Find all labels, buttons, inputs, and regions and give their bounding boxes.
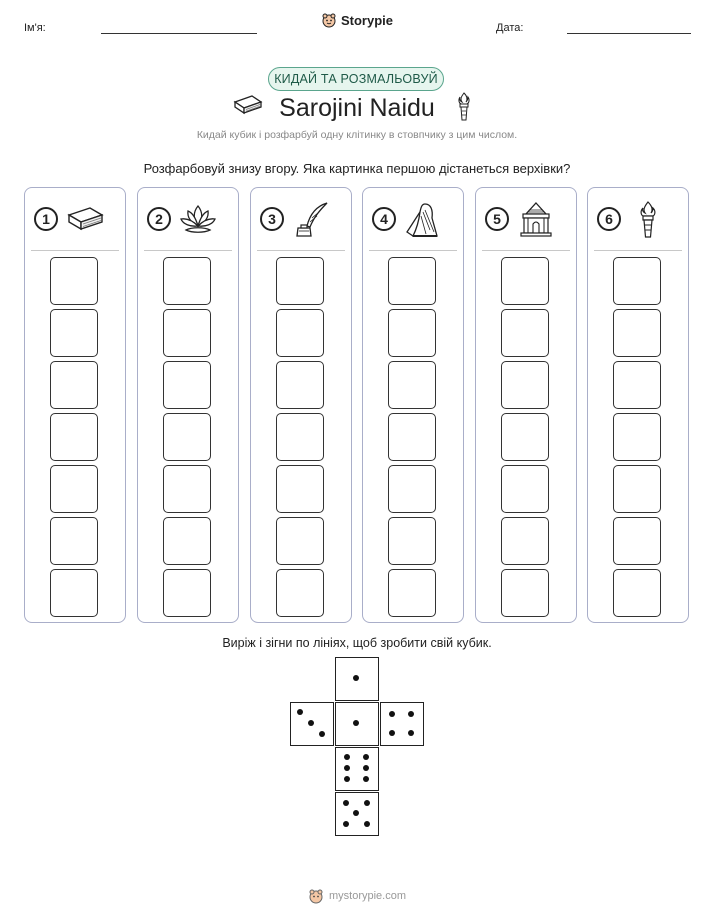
pip	[363, 776, 369, 782]
column-4	[362, 187, 464, 623]
pip	[408, 730, 414, 736]
storypie-mascot-icon	[308, 888, 324, 904]
pip	[364, 800, 370, 806]
column-6	[587, 187, 689, 623]
color-cell[interactable]	[613, 413, 661, 461]
cut-instruction: Виріж і зігни по лініях, щоб зробити свій кубик.	[222, 636, 492, 650]
color-cell[interactable]	[50, 517, 98, 565]
column-header	[138, 188, 238, 250]
color-cell[interactable]	[50, 413, 98, 461]
color-cell[interactable]	[276, 309, 324, 357]
color-cell[interactable]	[388, 413, 436, 461]
column-header	[363, 188, 463, 250]
color-cell[interactable]	[388, 309, 436, 357]
die-face-6	[335, 747, 379, 791]
pip	[343, 821, 349, 827]
color-cell[interactable]	[276, 517, 324, 565]
color-cell[interactable]	[163, 465, 211, 513]
column-number: 1	[34, 207, 58, 231]
column-number: 2	[147, 207, 171, 231]
color-cell[interactable]	[163, 361, 211, 409]
temple-icon	[516, 200, 556, 240]
activity-badge: КИДАЙ ТА РОЗМАЛЬОВУЙ	[268, 67, 444, 91]
quill-inkwell-icon	[291, 200, 331, 240]
column-number: 3	[260, 207, 284, 231]
die-face-1	[335, 702, 379, 746]
color-cell[interactable]	[50, 361, 98, 409]
name-line	[101, 33, 257, 34]
brand-logo	[0, 12, 714, 28]
pip	[297, 709, 303, 715]
color-cell[interactable]	[388, 361, 436, 409]
pip	[363, 765, 369, 771]
die-face-5	[335, 792, 379, 836]
color-cell[interactable]	[501, 413, 549, 461]
color-cell[interactable]	[613, 361, 661, 409]
die-face-1	[335, 657, 379, 701]
color-cell[interactable]	[613, 517, 661, 565]
torch-icon	[456, 92, 472, 122]
color-cell[interactable]	[50, 257, 98, 305]
brand-name: Storypie	[340, 12, 393, 28]
column-2	[137, 187, 239, 623]
lotus-icon	[178, 200, 218, 240]
torch-icon	[628, 200, 668, 240]
pip	[364, 821, 370, 827]
color-cell[interactable]	[163, 517, 211, 565]
color-cell[interactable]	[163, 413, 211, 461]
dice-net	[290, 657, 426, 837]
pip	[353, 810, 359, 816]
color-cell[interactable]	[613, 569, 661, 617]
date-line	[567, 33, 691, 34]
date-label: Дата:	[496, 22, 524, 34]
color-cell[interactable]	[163, 309, 211, 357]
column-header	[588, 188, 688, 250]
color-cell[interactable]	[501, 517, 549, 565]
column-number: 5	[485, 207, 509, 231]
color-cell[interactable]	[613, 309, 661, 357]
pip	[408, 711, 414, 717]
color-cell[interactable]	[501, 257, 549, 305]
pip	[344, 754, 350, 760]
saree-icon	[403, 200, 443, 240]
color-cell[interactable]	[388, 465, 436, 513]
pip	[308, 720, 314, 726]
storypie-mascot-icon	[321, 12, 337, 28]
column-number: 4	[372, 207, 396, 231]
book-icon	[65, 200, 105, 240]
column-header	[25, 188, 125, 250]
pip	[353, 675, 359, 681]
color-cell[interactable]	[276, 257, 324, 305]
pip	[344, 765, 350, 771]
die-face-3	[290, 702, 334, 746]
color-cell[interactable]	[501, 465, 549, 513]
pip	[344, 776, 350, 782]
column-header	[251, 188, 351, 250]
column-3	[250, 187, 352, 623]
die-face-4	[380, 702, 424, 746]
color-cell[interactable]	[276, 569, 324, 617]
name-label: Ім'я:	[24, 22, 46, 34]
color-cell[interactable]	[613, 257, 661, 305]
column-header	[476, 188, 576, 250]
column-number: 6	[597, 207, 621, 231]
instruction: Розфарбовуй знизу вгору. Яка картинка першою дістанеться верхівки?	[143, 161, 571, 176]
pip	[343, 800, 349, 806]
color-cell[interactable]	[501, 361, 549, 409]
color-cell[interactable]	[163, 257, 211, 305]
footer-url: mystorypie.com	[328, 890, 407, 902]
pip	[389, 730, 395, 736]
color-cell[interactable]	[276, 413, 324, 461]
column-5	[475, 187, 577, 623]
color-cell[interactable]	[613, 465, 661, 513]
pip	[319, 731, 325, 737]
color-cell[interactable]	[388, 257, 436, 305]
pip	[363, 754, 369, 760]
color-cell[interactable]	[50, 309, 98, 357]
color-cell[interactable]	[50, 569, 98, 617]
color-cell[interactable]	[388, 569, 436, 617]
footer	[0, 888, 714, 904]
page-title: Sarojini Naidu	[279, 94, 435, 122]
color-cell[interactable]	[388, 517, 436, 565]
color-cell[interactable]	[276, 465, 324, 513]
color-cell[interactable]	[501, 569, 549, 617]
color-cell[interactable]	[163, 569, 211, 617]
column-1	[24, 187, 126, 623]
pip	[353, 720, 359, 726]
subtitle: Кидай кубик і розфарбуй одну клітинку в стовпчику з цим числом.	[196, 129, 518, 141]
color-cell[interactable]	[276, 361, 324, 409]
color-cell[interactable]	[50, 465, 98, 513]
color-cell[interactable]	[501, 309, 549, 357]
pip	[389, 711, 395, 717]
